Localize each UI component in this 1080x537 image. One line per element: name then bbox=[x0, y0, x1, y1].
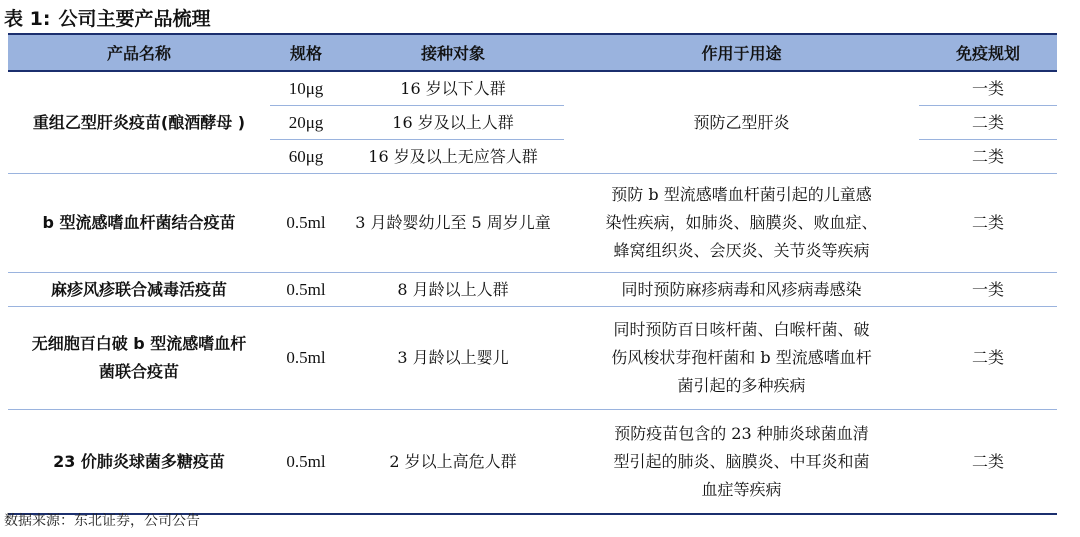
table-row bbox=[8, 273, 1057, 307]
table-caption bbox=[4, 4, 210, 34]
product-name: 麻疹风疹联合减毒活疫苗 bbox=[8, 273, 270, 307]
plan-cell: 二类 bbox=[919, 106, 1057, 140]
target-cell: 3 月龄以上婴儿 bbox=[342, 307, 564, 410]
header-target: 接种对象 bbox=[342, 34, 564, 71]
caption-title: 公司主要产品梳理 bbox=[58, 8, 211, 30]
use-cell: 预防乙型肝炎 bbox=[564, 71, 919, 174]
product-name: 23 价肺炎球菌多糖疫苗 bbox=[8, 410, 270, 515]
plan-cell: 一类 bbox=[919, 273, 1057, 307]
target-cell: 16 岁以下人群 bbox=[342, 71, 564, 106]
use-cell bbox=[564, 410, 919, 515]
header-spec: 规格 bbox=[270, 34, 342, 71]
plan-cell: 二类 bbox=[919, 307, 1057, 410]
use-line: 同时预防麻疹病毒和风疹病毒感染 bbox=[621, 279, 862, 299]
spec-cell: 10μg bbox=[270, 71, 342, 106]
header-use: 作用于用途 bbox=[564, 34, 919, 71]
plan-cell: 一类 bbox=[919, 71, 1057, 106]
table-row bbox=[8, 71, 1057, 106]
spec-cell: 20μg bbox=[270, 106, 342, 140]
product-name: b 型流感嗜血杆菌结合疫苗 bbox=[8, 174, 270, 273]
target-cell: 2 岁以上高危人群 bbox=[342, 410, 564, 515]
use-line: 型引起的肺炎、脑膜炎、中耳炎和菌 bbox=[613, 451, 870, 471]
plan-cell: 二类 bbox=[919, 410, 1057, 515]
product-table bbox=[8, 33, 1057, 515]
target-cell: 16 岁及以上人群 bbox=[342, 106, 564, 140]
spec-cell: 0.5ml bbox=[270, 174, 342, 273]
spec-cell: 0.5ml bbox=[270, 410, 342, 515]
spec-cell: 60μg bbox=[270, 140, 342, 174]
product-name bbox=[8, 307, 270, 410]
use-line: 菌引起的多种疾病 bbox=[677, 376, 806, 395]
use-cell bbox=[564, 307, 919, 410]
data-source-note: 数据来源：东北证券，公司公告 bbox=[4, 513, 200, 529]
product-name: 重组乙型肝炎疫苗(酿酒酵母 ) bbox=[8, 71, 270, 174]
table-row bbox=[8, 307, 1057, 410]
use-line: 伤风梭状芽孢杆菌和 b 型流感嗜血杆 bbox=[611, 348, 872, 367]
table-row bbox=[8, 410, 1057, 515]
header-product-name: 产品名称 bbox=[8, 34, 270, 71]
use-line: 预防疫苗包含的 23 种肺炎球菌血清 bbox=[614, 423, 869, 443]
plan-cell: 二类 bbox=[919, 174, 1057, 273]
header-row bbox=[8, 34, 1057, 71]
plan-cell: 二类 bbox=[919, 140, 1057, 174]
caption-label: 表 1: bbox=[4, 8, 51, 30]
spec-cell: 0.5ml bbox=[270, 307, 342, 410]
use-line: 蜂窝组织炎、会厌炎、关节炎等疾病 bbox=[613, 241, 870, 260]
target-cell: 3 月龄婴幼儿至 5 周岁儿童 bbox=[342, 174, 564, 273]
spec-cell: 0.5ml bbox=[270, 273, 342, 307]
use-cell bbox=[564, 174, 919, 273]
header-immunization-plan: 免疫规划 bbox=[919, 34, 1057, 71]
use-line: 染性疾病，如肺炎、脑膜炎、败血症、 bbox=[605, 213, 878, 232]
use-cell bbox=[564, 273, 919, 307]
name-line: 无细胞百白破 b 型流感嗜血杆 bbox=[31, 334, 247, 353]
target-cell: 8 月龄以上人群 bbox=[342, 273, 564, 307]
use-line: 预防 b 型流感嗜血杆菌引起的儿童感 bbox=[611, 185, 872, 204]
use-line: 血症等疾病 bbox=[701, 479, 782, 499]
use-line: 同时预防百日咳杆菌、白喉杆菌、破 bbox=[613, 320, 870, 339]
target-cell: 16 岁及以上无应答人群 bbox=[342, 140, 564, 174]
name-line: 菌联合疫苗 bbox=[98, 362, 179, 381]
table-row bbox=[8, 174, 1057, 273]
